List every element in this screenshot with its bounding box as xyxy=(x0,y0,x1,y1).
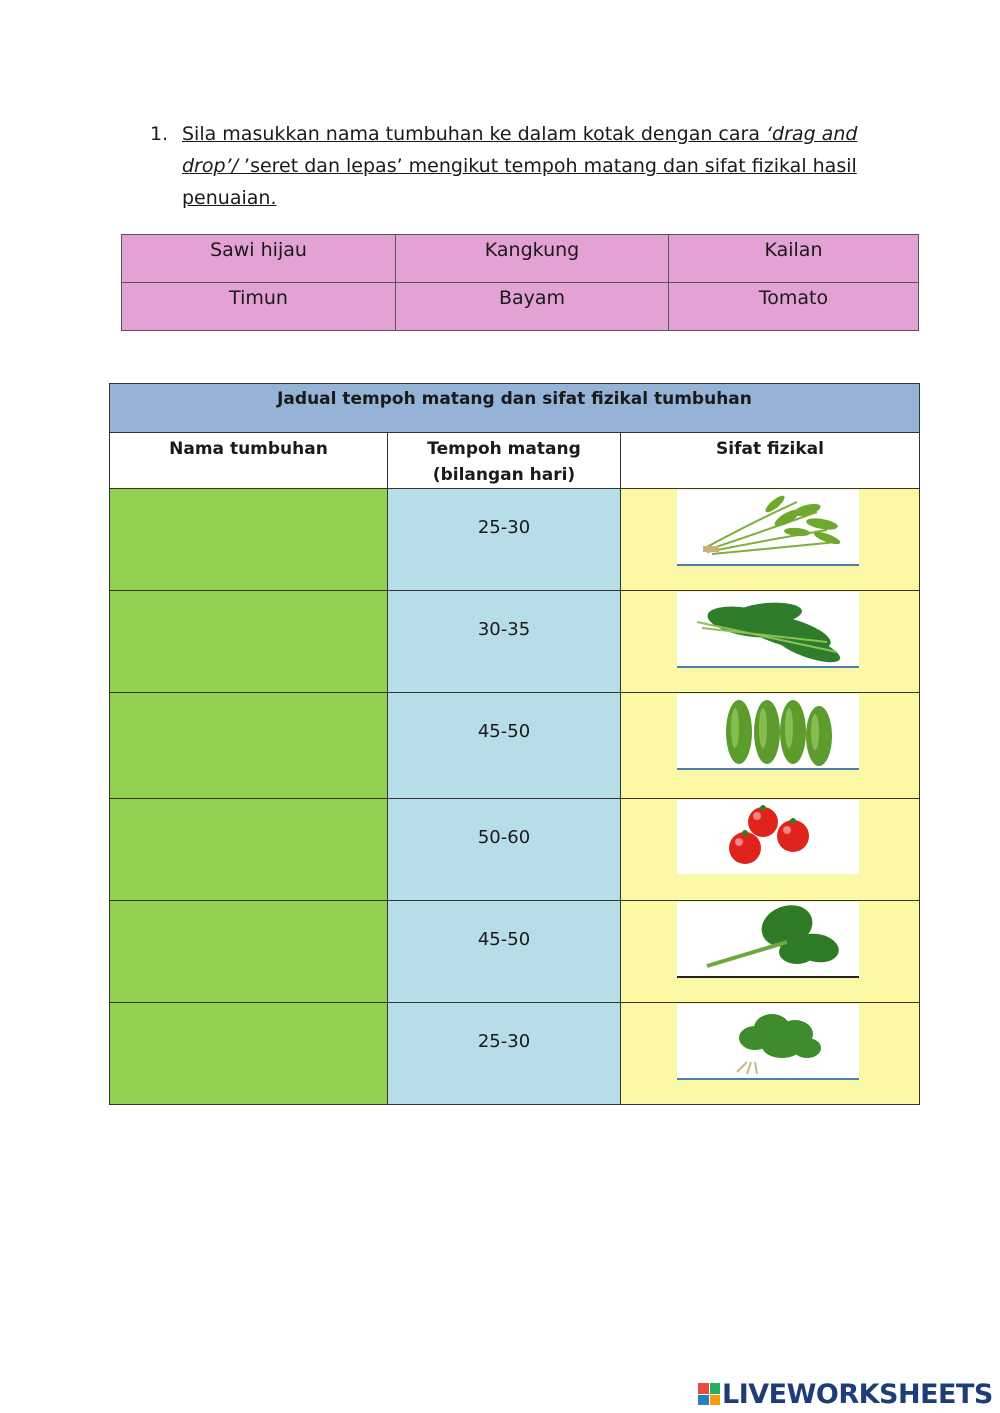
kangkung-icon xyxy=(677,490,859,566)
physical-trait-cell xyxy=(621,693,920,799)
drop-zone-plant-name[interactable] xyxy=(110,489,388,591)
word-option[interactable]: Kangkung xyxy=(396,235,669,283)
drop-zone-plant-name[interactable] xyxy=(110,591,388,693)
table-title: Jadual tempoh matang dan sifat fizikal tumbuhan xyxy=(110,384,920,433)
instruction xyxy=(150,118,870,214)
drop-zone-plant-name[interactable] xyxy=(110,799,388,901)
table-row xyxy=(110,901,920,1003)
word-option[interactable]: Kailan xyxy=(669,235,919,283)
cucumber-icon xyxy=(677,694,859,770)
header-maturity: Tempoh matang (bilangan hari) xyxy=(388,433,621,489)
logo-mark-icon xyxy=(698,1383,720,1405)
drop-zone-plant-name[interactable] xyxy=(110,693,388,799)
word-option[interactable]: Timun xyxy=(122,283,396,331)
spinach-leaf-icon xyxy=(677,902,859,978)
header-physical: Sifat fizikal xyxy=(621,433,920,489)
question-number: 1. xyxy=(150,123,169,145)
tomato-icon xyxy=(677,800,859,874)
table-row xyxy=(110,489,920,591)
maturity-days: 50-60 xyxy=(388,799,621,901)
physical-trait-cell xyxy=(621,799,920,901)
word-option[interactable]: Tomato xyxy=(669,283,919,331)
brand-name: LIVEWORKSHEETS xyxy=(722,1378,993,1410)
table-row xyxy=(110,1003,920,1105)
liveworksheets-logo xyxy=(698,1378,993,1410)
drop-zone-plant-name[interactable] xyxy=(110,901,388,1003)
maturity-days: 45-50 xyxy=(388,901,621,1003)
drop-zone-plant-name[interactable] xyxy=(110,1003,388,1105)
maturity-days: 25-30 xyxy=(388,1003,621,1105)
leafy-bunch-icon xyxy=(677,1004,859,1080)
physical-trait-cell xyxy=(621,901,920,1003)
physical-trait-cell xyxy=(621,489,920,591)
maturity-days: 30-35 xyxy=(388,591,621,693)
maturity-table xyxy=(109,383,920,1105)
instruction-text: Sila masukkan nama tumbuhan ke dalam kotak dengan cara ‘drag and drop’/ ’seret dan lepas’ mengikut tempoh matang dan sifat fizikal hasil penuaian. xyxy=(182,123,858,209)
word-option[interactable]: Bayam xyxy=(396,283,669,331)
kailan-icon xyxy=(677,592,859,668)
table-row xyxy=(110,693,920,799)
word-bank xyxy=(121,234,919,331)
table-row xyxy=(110,591,920,693)
physical-trait-cell xyxy=(621,591,920,693)
maturity-days: 25-30 xyxy=(388,489,621,591)
table-row xyxy=(110,799,920,901)
header-plant-name: Nama tumbuhan xyxy=(110,433,388,489)
physical-trait-cell xyxy=(621,1003,920,1105)
maturity-days: 45-50 xyxy=(388,693,621,799)
word-option[interactable]: Sawi hijau xyxy=(122,235,396,283)
